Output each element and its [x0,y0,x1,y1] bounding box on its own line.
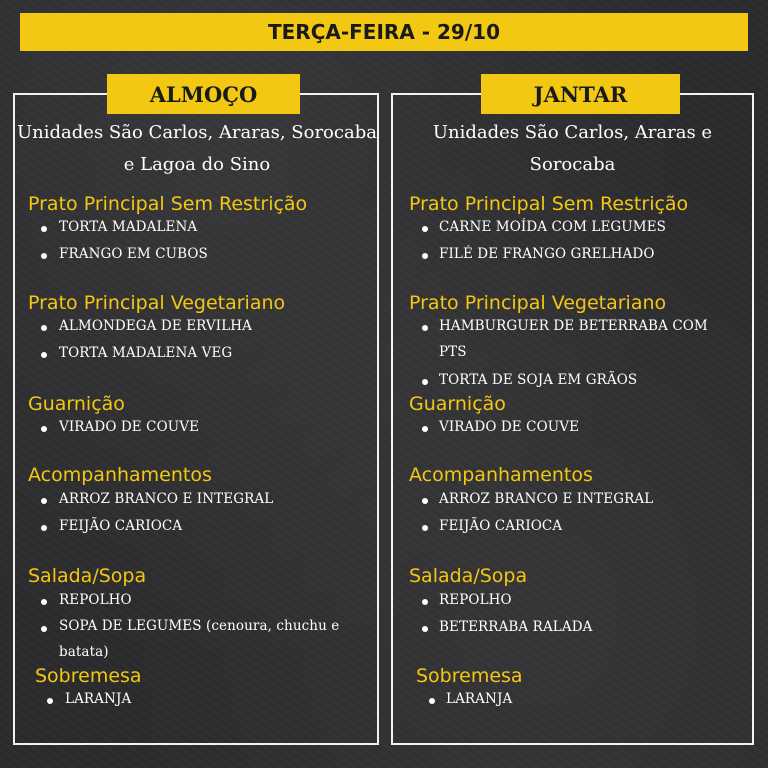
bullet-icon [422,325,428,331]
lunch-dessert-heading: Sobremesa [35,665,142,687]
bullet-icon [41,325,47,331]
lunch-units: Unidades São Carlos, Araras, Sorocaba e Lagoa do Sino [17,122,377,175]
bullet-icon [422,599,428,605]
lunch-principal-item: FRANGO EM CUBOS [59,246,208,262]
lunch-accomp-item: ARROZ BRANCO E INTEGRAL [59,491,274,507]
dinner-accomp-item: FEIJÃO CARIOCA [439,518,563,534]
dinner-principal-heading: Prato Principal Sem Restrição [409,193,689,215]
bullet-icon [47,698,53,704]
dinner-veg-heading: Prato Principal Vegetariano [409,292,667,314]
bullet-icon [41,525,47,531]
lunch-salad-heading: Salada/Sopa [28,565,147,587]
dinner-salad-item: REPOLHO [439,592,512,608]
dinner-label: JANTAR [481,74,680,114]
dinner-salad-item: BETERRABA RALADA [439,619,593,635]
lunch-label: ALMOÇO [107,74,300,114]
dinner-dessert-heading: Sobremesa [416,665,523,687]
dinner-veg-item: HAMBURGUER DE BETERRABA COM PTS [439,318,708,360]
bullet-icon [41,352,47,358]
bullet-icon [41,498,47,504]
dinner-principal-item: CARNE MOÍDA COM LEGUMES [439,219,667,235]
lunch-salad-item: REPOLHO [59,592,132,608]
dinner-accomp-item: ARROZ BRANCO E INTEGRAL [439,491,654,507]
bullet-icon [41,426,47,432]
lunch-side-heading: Guarnição [28,393,125,415]
dinner-side-heading: Guarnição [409,393,506,415]
lunch-principal-heading: Prato Principal Sem Restrição [28,193,308,215]
lunch-dessert-item: LARANJA [65,691,132,707]
lunch-side-item: VIRADO DE COUVE [59,419,200,435]
day-title: TERÇA-FEIRA - 29/10 [20,13,748,51]
bullet-icon [422,379,428,385]
dinner-units: Unidades São Carlos, Araras e Sorocaba [432,122,713,175]
bullet-icon [422,253,428,259]
dinner-principal-item: FILÉ DE FRANGO GRELHADO [439,246,655,262]
lunch-veg-item: TORTA MADALENA VEG [59,345,233,361]
lunch-veg-item: ALMONDEGA DE ERVILHA [59,318,252,334]
bullet-icon [41,253,47,259]
bullet-icon [41,626,47,632]
dinner-accomp-heading: Acompanhamentos [409,464,593,486]
lunch-accomp-item: FEIJÃO CARIOCA [59,518,183,534]
lunch-veg-heading: Prato Principal Vegetariano [28,292,286,314]
dinner-dessert-item: LARANJA [446,691,513,707]
bullet-icon [422,226,428,232]
bullet-icon [429,698,435,704]
lunch-principal-item: TORTA MADALENA [59,219,198,235]
bullet-icon [422,626,428,632]
lunch-accomp-heading: Acompanhamentos [28,464,212,486]
bullet-icon [41,226,47,232]
bullet-icon [422,498,428,504]
dinner-side-item: VIRADO DE COUVE [439,419,580,435]
bullet-icon [41,599,47,605]
lunch-salad-item: SOPA DE LEGUMES (cenoura, chuchu e batata) [59,618,340,660]
dinner-salad-heading: Salada/Sopa [409,565,528,587]
bullet-icon [422,525,428,531]
bullet-icon [422,426,428,432]
dinner-veg-item: TORTA DE SOJA EM GRÃOS [439,372,638,388]
